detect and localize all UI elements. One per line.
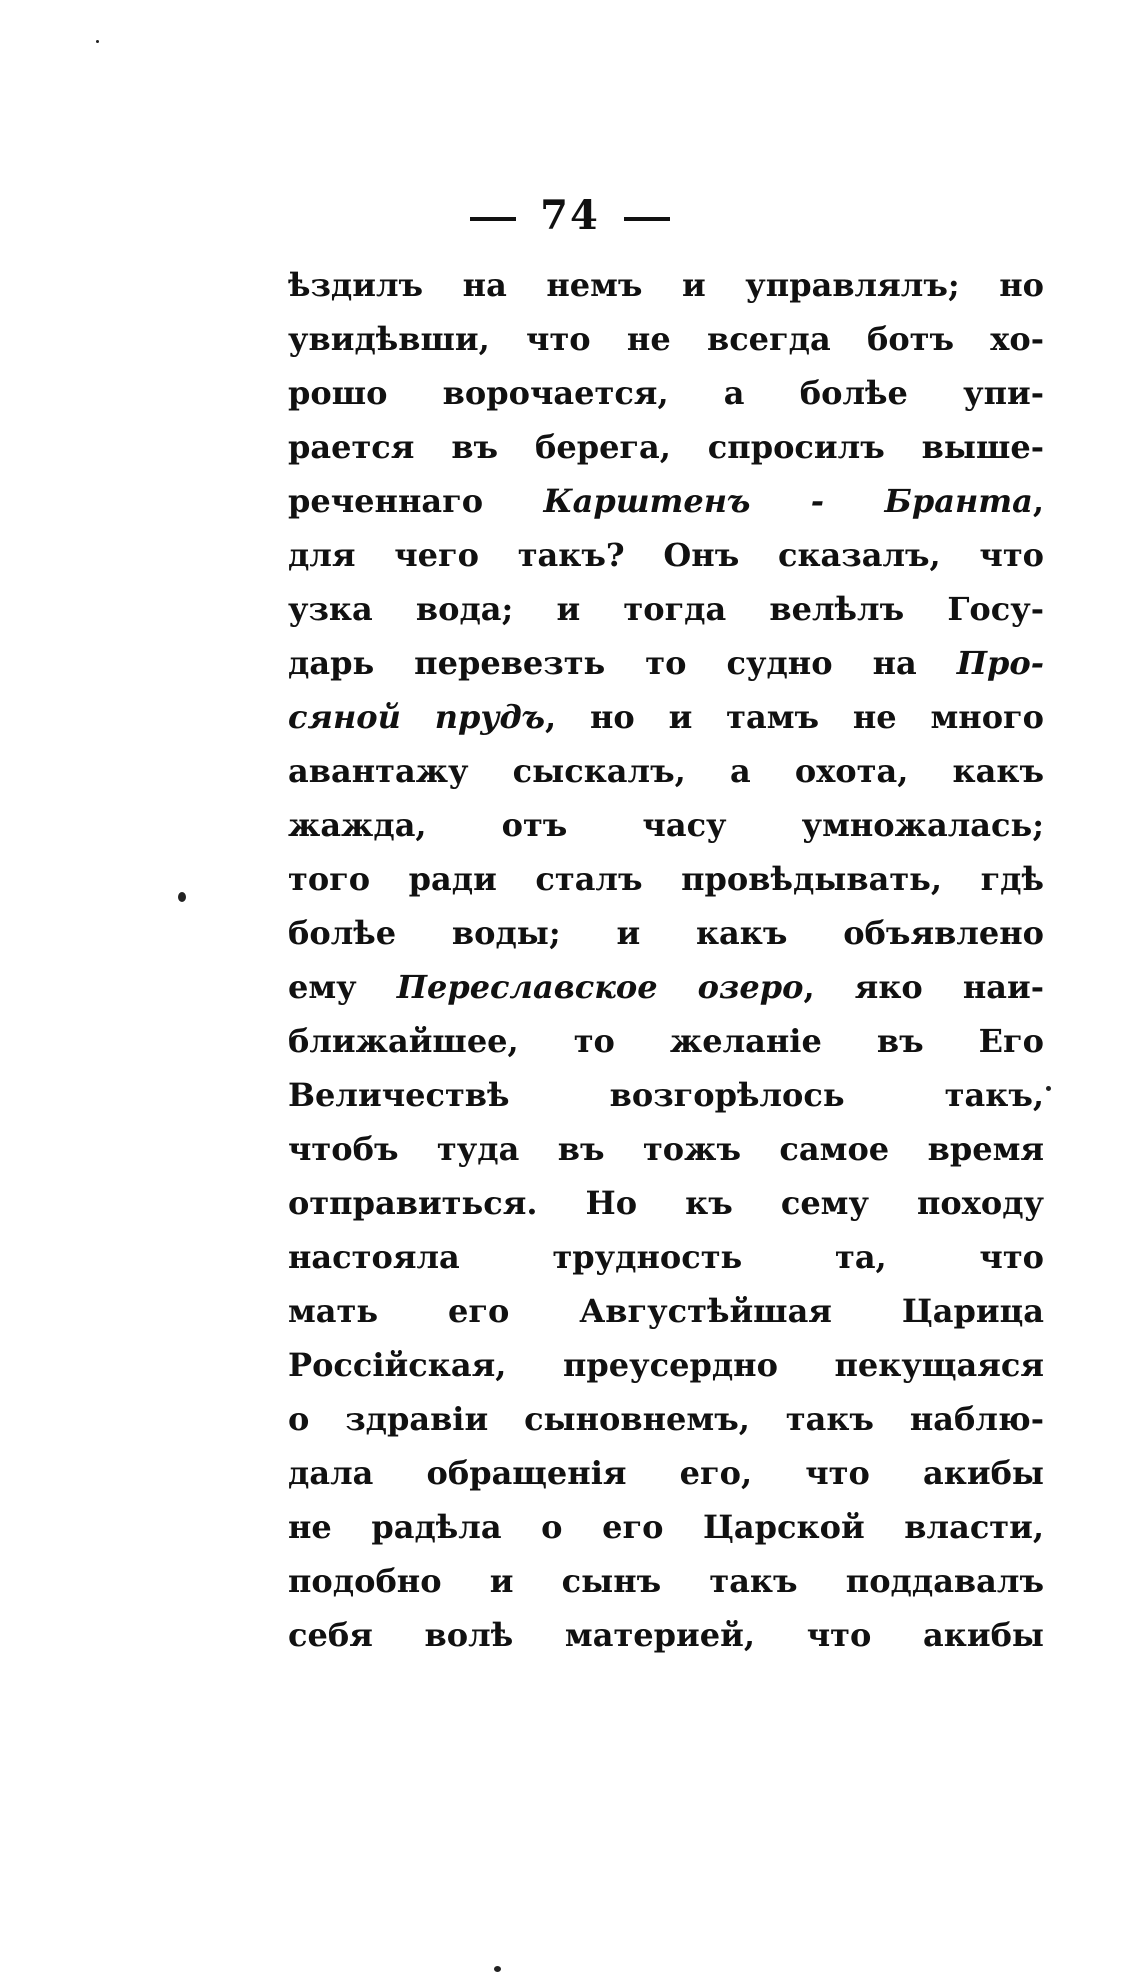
- text-line: [288, 906, 1044, 960]
- text-line: [288, 1608, 1044, 1662]
- text-segment: настояла трудность та, что: [288, 1238, 1044, 1276]
- text-segment: ближайшее, то желаніе въ Его: [288, 1022, 1044, 1060]
- text-segment: чтобъ туда въ тожъ самое время: [288, 1130, 1044, 1168]
- text-line: [288, 744, 1044, 798]
- text-segment: реченнаго: [288, 482, 544, 520]
- text-line: [288, 1014, 1044, 1068]
- text-line: [288, 420, 1044, 474]
- text-segment: ,: [1032, 482, 1044, 520]
- text-segment: рается въ берега, спросилъ выше-: [288, 428, 1044, 466]
- text-segment: увидѣвши, что не всегда ботъ хо-: [288, 320, 1044, 358]
- text-line: [288, 1500, 1044, 1554]
- text-line: [288, 1230, 1044, 1284]
- text-line: [288, 1176, 1044, 1230]
- text-line: [288, 258, 1044, 312]
- text-segment: узка вода; и тогда велѣлъ Госу-: [288, 590, 1044, 628]
- text-line: [288, 1392, 1044, 1446]
- text-line: [288, 312, 1044, 366]
- scan-speck: [96, 40, 99, 43]
- text-line: [288, 1554, 1044, 1608]
- scan-speck: [178, 892, 186, 902]
- text-segment: себя волѣ материей, что акибы: [288, 1616, 1044, 1654]
- text-line: [288, 366, 1044, 420]
- text-segment: отправиться. Но къ сему походу: [288, 1184, 1044, 1222]
- text-line: [288, 852, 1044, 906]
- text-segment: Россійская, преусердно пекущаяся: [288, 1346, 1044, 1384]
- scan-speck: [494, 1966, 501, 1972]
- page-header: [0, 192, 1140, 239]
- text-line: [288, 636, 1044, 690]
- italic-segment: Карштенъ - Бранта: [543, 482, 1033, 520]
- text-segment: ѣздилъ на немъ и управлялъ; но: [288, 266, 1044, 304]
- text-segment: не радѣла о его Царской власти,: [288, 1508, 1044, 1546]
- text-line: [288, 528, 1044, 582]
- text-segment: подобно и сынъ такъ поддавалъ: [288, 1562, 1044, 1600]
- header-dash-left: [470, 217, 516, 221]
- text-segment: о здравіи сыновнемъ, такъ наблю-: [288, 1400, 1044, 1438]
- text-segment: авантажу сыскалъ, а охота, какъ: [288, 752, 1044, 790]
- text-segment: ему: [288, 968, 397, 1006]
- text-line: [288, 960, 1044, 1014]
- text-line: [288, 582, 1044, 636]
- italic-segment: Переславское озеро: [396, 968, 804, 1006]
- text-line: [288, 474, 1044, 528]
- text-segment: дала обращенія его, что акибы: [288, 1454, 1044, 1492]
- body-text: [288, 258, 1044, 1662]
- text-line: [288, 1446, 1044, 1500]
- text-line: [288, 798, 1044, 852]
- italic-segment: сяной прудъ: [288, 698, 546, 736]
- text-line: [288, 1122, 1044, 1176]
- text-segment: дарь перевезть то судно на: [288, 644, 957, 682]
- text-segment: , яко наи-: [803, 968, 1044, 1006]
- text-segment: жажда, отъ часу умножалась;: [288, 806, 1044, 844]
- page-number: 74: [540, 192, 600, 239]
- italic-segment: Про-: [956, 644, 1044, 682]
- text-segment: того ради сталъ провѣдывать, гдѣ: [288, 860, 1044, 898]
- scan-speck: [1046, 1086, 1051, 1091]
- text-segment: болѣе воды; и какъ объявлено: [288, 914, 1044, 952]
- text-segment: Величествѣ возгорѣлось такъ,: [288, 1076, 1044, 1114]
- text-line: [288, 1068, 1044, 1122]
- text-line: [288, 1338, 1044, 1392]
- text-segment: для чего такъ? Онъ сказалъ, что: [288, 536, 1044, 574]
- text-line: [288, 1284, 1044, 1338]
- text-segment: рошо ворочается, а болѣе упи-: [288, 374, 1044, 412]
- header-dash-right: [624, 217, 670, 221]
- text-segment: мать его Августѣйшая Царица: [288, 1292, 1044, 1330]
- text-line: [288, 690, 1044, 744]
- text-segment: , но и тамъ не много: [545, 698, 1044, 736]
